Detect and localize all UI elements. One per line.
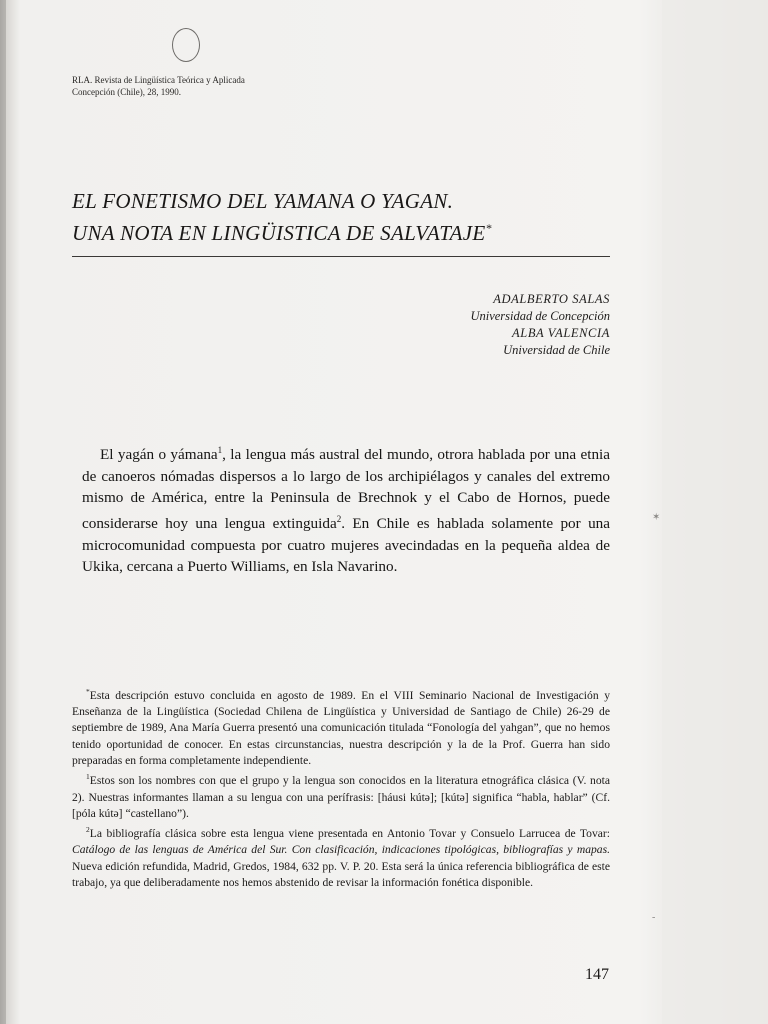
title-divider xyxy=(72,256,610,257)
footnote-1-text: Estos son los nombres con que el grupo y la lengua son conocidos en la literatura etnográfica clásica (V. nota 2). Nuestras informantes llaman a su lengua con una perífrasis: [háusi kútə]; [kútə] significa “habla, hablar” (Cf. [póla kútə] “castellano”). xyxy=(72,774,610,820)
footnote-star-mark: * xyxy=(86,687,90,696)
author-name-2: ALBA VALENCIA xyxy=(512,326,610,340)
journal-name: RLA. Revista de Lingüística Teórica y Aplicada xyxy=(72,75,245,85)
page-edge-shadow xyxy=(662,0,768,1024)
page-number: 147 xyxy=(585,966,609,983)
footnote-2-mark: 2 xyxy=(86,825,90,835)
author-name-1: ADALBERTO SALAS xyxy=(493,292,610,306)
scan-speck: ✶ xyxy=(652,512,661,523)
paragraph-text-c: . En Chile es hablada solamente por una microcomunidad compuesta por cuatro mujeres avecindadas en la pequeña aldea de Ukika, cercana a Puerto Williams, en Isla Navarino. xyxy=(82,514,611,576)
scan-speck: - xyxy=(652,912,656,923)
author-affiliation-1: Universidad de Concepción xyxy=(470,309,610,323)
footnotes xyxy=(72,684,610,891)
article-title xyxy=(72,188,632,247)
paragraph-text-a: El yagán o yámana xyxy=(100,446,218,464)
footnote-1-mark: 1 xyxy=(86,772,90,782)
title-line-2 xyxy=(72,215,632,247)
footnote-star xyxy=(72,684,610,769)
journal-issue: Concepción (Chile), 28, 1990. xyxy=(72,87,181,97)
footnote-1 xyxy=(72,769,610,822)
title-footnote-mark: * xyxy=(485,221,492,235)
binding-shadow xyxy=(0,0,6,1024)
footnote-2-text-a: La bibliografía clásica sobre esta lengua viene presentada en Antonio Tovar y Consuelo Larrucea de Tovar: xyxy=(89,826,610,840)
body-paragraph xyxy=(82,440,610,578)
footnote-2-text-b: Nueva edición refundida, Madrid, Gredos, 1984, 632 pp. V. P. 20. Esta será la única referencia bibliográfica de este trabajo, ya que deliberadamente nos hemos abstenido de revisar la información fonética disponible. xyxy=(72,859,610,889)
journal-header xyxy=(72,74,245,98)
footnote-ref-1[interactable]: 1 xyxy=(217,445,223,455)
footnote-2-book-title: Catálogo de las lenguas de América del Sur. Con clasificación, indicaciones tipológicas, bibliografías y mapas. xyxy=(72,843,610,857)
paragraph-text-b: , la lengua más austral del mundo, otrora hablada por una etnia de canoeros nómadas dispersos a lo largo de los archipiélagos y canales del extremo mismo de América, entre la Peninsula de Brechnok y el Cabo de Hornos, puede considerarse hoy una lengua extinguida xyxy=(82,446,610,532)
punch-hole-icon xyxy=(172,28,200,62)
footnote-2 xyxy=(72,822,610,891)
title-line-2-text: UNA NOTA EN LINGÜISTICA DE SALVATAJE xyxy=(72,221,486,245)
title-line-1: EL FONETISMO DEL YAMANA O YAGAN. xyxy=(72,189,454,213)
footnote-ref-2[interactable]: 2 xyxy=(336,513,342,524)
footnote-star-text: Esta descripción estuvo concluida en agosto de 1989. En el VIII Seminario Nacional de Investigación y Enseñanza de la Lingüística (Sociedad Chilena de Lingüística y Universidad de Santiago de Chile) 26-29 de septiembre de 1989, Ana María Guerra presentó una comunicación titulada “Fonología del yahgan”, que no hemos tenido oportunidad de conocer. En estas circunstancias, nuestra descripción y la de la Prof. Guerra han sido preparadas en forma completamente independiente. xyxy=(72,688,610,768)
author-block xyxy=(470,291,610,359)
author-affiliation-2: Universidad de Chile xyxy=(503,343,610,357)
paragraph-1 xyxy=(82,440,610,578)
